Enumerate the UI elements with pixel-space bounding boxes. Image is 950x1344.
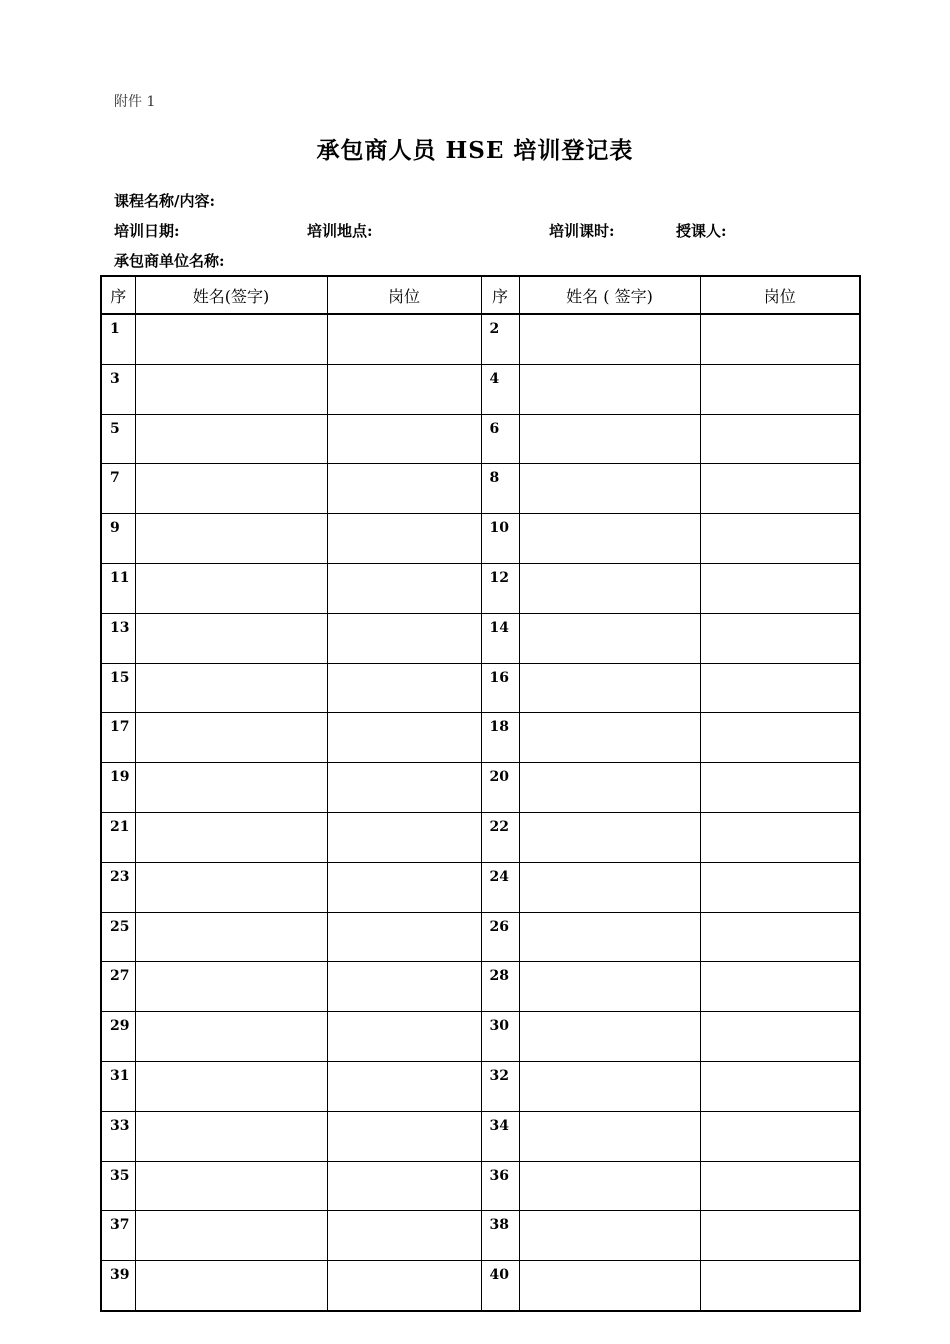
row-seq-right: 30	[481, 1012, 519, 1062]
name-signature-cell[interactable]	[519, 314, 700, 364]
table-row	[101, 812, 860, 862]
position-cell[interactable]	[700, 464, 860, 514]
row-seq-right: 38	[481, 1211, 519, 1261]
name-signature-cell[interactable]	[135, 912, 327, 962]
row-seq-left: 27	[101, 962, 135, 1012]
position-cell[interactable]	[700, 514, 860, 564]
name-signature-cell[interactable]	[519, 514, 700, 564]
attachment-label: 附件 1	[114, 94, 156, 110]
row-seq-left: 29	[101, 1012, 135, 1062]
position-cell[interactable]	[700, 862, 860, 912]
name-signature-cell[interactable]	[519, 464, 700, 514]
position-cell[interactable]	[700, 1261, 860, 1311]
row-seq-right: 26	[481, 912, 519, 962]
row-seq-left: 31	[101, 1061, 135, 1111]
position-cell[interactable]	[327, 862, 481, 912]
position-cell[interactable]	[327, 1012, 481, 1062]
row-seq-left: 33	[101, 1111, 135, 1161]
table-row	[101, 1261, 860, 1311]
position-cell[interactable]	[700, 812, 860, 862]
training-date-label: 培训日期:	[114, 222, 180, 240]
name-signature-cell[interactable]	[519, 763, 700, 813]
position-cell[interactable]	[700, 414, 860, 464]
table-row	[101, 1012, 860, 1062]
name-signature-cell[interactable]	[135, 314, 327, 364]
row-seq-right: 34	[481, 1111, 519, 1161]
table-row	[101, 613, 860, 663]
table-row	[101, 314, 860, 364]
position-cell[interactable]	[700, 962, 860, 1012]
position-cell[interactable]	[700, 613, 860, 663]
position-cell[interactable]	[327, 912, 481, 962]
name-signature-cell[interactable]	[135, 364, 327, 414]
course-name-label: 课程名称/内容:	[114, 192, 216, 210]
table-row	[101, 464, 860, 514]
table-row	[101, 364, 860, 414]
row-seq-right: 40	[481, 1261, 519, 1311]
name-signature-cell[interactable]	[519, 862, 700, 912]
row-seq-right: 14	[481, 613, 519, 663]
position-cell[interactable]	[327, 563, 481, 613]
table-row	[101, 514, 860, 564]
name-signature-cell[interactable]	[135, 713, 327, 763]
training-place-label: 培训地点:	[307, 222, 373, 240]
name-signature-cell[interactable]	[135, 1012, 327, 1062]
position-cell[interactable]	[327, 314, 481, 364]
position-cell[interactable]	[700, 1211, 860, 1261]
table-row	[101, 1111, 860, 1161]
row-seq-left: 21	[101, 812, 135, 862]
name-signature-cell[interactable]	[135, 563, 327, 613]
row-seq-left: 19	[101, 763, 135, 813]
name-signature-cell[interactable]	[519, 713, 700, 763]
name-signature-cell[interactable]	[135, 763, 327, 813]
position-cell[interactable]	[327, 812, 481, 862]
table-row	[101, 713, 860, 763]
row-seq-left: 35	[101, 1161, 135, 1211]
table-row	[101, 763, 860, 813]
row-seq-left: 15	[101, 663, 135, 713]
name-signature-cell[interactable]	[135, 812, 327, 862]
table-row	[101, 1161, 860, 1211]
name-signature-cell[interactable]	[519, 1211, 700, 1261]
table-row	[101, 663, 860, 713]
row-seq-right: 36	[481, 1161, 519, 1211]
row-seq-right: 22	[481, 812, 519, 862]
position-cell[interactable]	[700, 912, 860, 962]
row-seq-right: 16	[481, 663, 519, 713]
name-signature-cell[interactable]	[135, 663, 327, 713]
name-signature-cell[interactable]	[135, 1161, 327, 1211]
row-seq-right: 2	[481, 314, 519, 364]
header-position-right: 岗位	[700, 276, 860, 314]
table-row	[101, 1211, 860, 1261]
row-seq-right: 4	[481, 364, 519, 414]
table-body	[101, 314, 860, 1311]
training-hours-label: 培训课时:	[549, 222, 615, 240]
name-signature-cell[interactable]	[519, 1061, 700, 1111]
position-cell[interactable]	[700, 1061, 860, 1111]
header-seq-right: 序	[481, 276, 519, 314]
registration-table	[100, 275, 861, 1312]
name-signature-cell[interactable]	[135, 1261, 327, 1311]
row-seq-right: 6	[481, 414, 519, 464]
position-cell[interactable]	[327, 364, 481, 414]
teacher-label: 授课人:	[676, 222, 727, 240]
row-seq-right: 20	[481, 763, 519, 813]
name-signature-cell[interactable]	[519, 1012, 700, 1062]
position-cell[interactable]	[700, 364, 860, 414]
name-signature-cell[interactable]	[519, 912, 700, 962]
name-signature-cell[interactable]	[519, 1111, 700, 1161]
position-cell[interactable]	[327, 464, 481, 514]
name-signature-cell[interactable]	[519, 962, 700, 1012]
name-signature-cell[interactable]	[519, 414, 700, 464]
name-signature-cell[interactable]	[135, 514, 327, 564]
position-cell[interactable]	[327, 763, 481, 813]
table-header-row	[101, 276, 860, 314]
row-seq-right: 18	[481, 713, 519, 763]
name-signature-cell[interactable]	[519, 613, 700, 663]
position-cell[interactable]	[700, 1012, 860, 1062]
name-signature-cell[interactable]	[135, 1111, 327, 1161]
header-name-left: 姓名(签字)	[135, 276, 327, 314]
header-name-right: 姓名 ( 签字)	[519, 276, 700, 314]
name-signature-cell[interactable]	[135, 1211, 327, 1261]
position-cell[interactable]	[700, 1161, 860, 1211]
name-signature-cell[interactable]	[519, 1161, 700, 1211]
row-seq-left: 9	[101, 514, 135, 564]
contractor-unit-label: 承包商单位名称:	[114, 252, 225, 270]
row-seq-left: 1	[101, 314, 135, 364]
position-cell[interactable]	[700, 314, 860, 364]
form-title: 承包商人员 HSE 培训登记表	[316, 137, 634, 164]
position-cell[interactable]	[700, 763, 860, 813]
name-signature-cell[interactable]	[135, 862, 327, 912]
row-seq-right: 10	[481, 514, 519, 564]
name-signature-cell[interactable]	[135, 414, 327, 464]
row-seq-right: 24	[481, 862, 519, 912]
row-seq-left: 39	[101, 1261, 135, 1311]
position-cell[interactable]	[327, 1111, 481, 1161]
header-position-left: 岗位	[327, 276, 481, 314]
table-row	[101, 414, 860, 464]
name-signature-cell[interactable]	[519, 663, 700, 713]
row-seq-right: 8	[481, 464, 519, 514]
table-row	[101, 962, 860, 1012]
header-seq-left: 序	[101, 276, 135, 314]
name-signature-cell[interactable]	[519, 563, 700, 613]
position-cell[interactable]	[327, 962, 481, 1012]
row-seq-right: 32	[481, 1061, 519, 1111]
name-signature-cell[interactable]	[135, 1061, 327, 1111]
row-seq-left: 23	[101, 862, 135, 912]
row-seq-right: 12	[481, 563, 519, 613]
position-cell[interactable]	[327, 414, 481, 464]
row-seq-left: 3	[101, 364, 135, 414]
position-cell[interactable]	[700, 713, 860, 763]
row-seq-left: 7	[101, 464, 135, 514]
row-seq-left: 5	[101, 414, 135, 464]
position-cell[interactable]	[327, 663, 481, 713]
table-row	[101, 912, 860, 962]
position-cell[interactable]	[700, 663, 860, 713]
position-cell[interactable]	[327, 713, 481, 763]
name-signature-cell[interactable]	[135, 464, 327, 514]
table-row	[101, 1061, 860, 1111]
row-seq-left: 37	[101, 1211, 135, 1261]
name-signature-cell[interactable]	[519, 364, 700, 414]
table-row	[101, 563, 860, 613]
position-cell[interactable]	[327, 514, 481, 564]
position-cell[interactable]	[700, 563, 860, 613]
position-cell[interactable]	[327, 1161, 481, 1211]
position-cell[interactable]	[327, 1211, 481, 1261]
position-cell[interactable]	[327, 1261, 481, 1311]
row-seq-left: 25	[101, 912, 135, 962]
name-signature-cell[interactable]	[519, 1261, 700, 1311]
name-signature-cell[interactable]	[135, 613, 327, 663]
row-seq-left: 17	[101, 713, 135, 763]
name-signature-cell[interactable]	[135, 962, 327, 1012]
position-cell[interactable]	[327, 613, 481, 663]
row-seq-left: 13	[101, 613, 135, 663]
name-signature-cell[interactable]	[519, 812, 700, 862]
row-seq-right: 28	[481, 962, 519, 1012]
position-cell[interactable]	[327, 1061, 481, 1111]
position-cell[interactable]	[700, 1111, 860, 1161]
row-seq-left: 11	[101, 563, 135, 613]
table-row	[101, 862, 860, 912]
